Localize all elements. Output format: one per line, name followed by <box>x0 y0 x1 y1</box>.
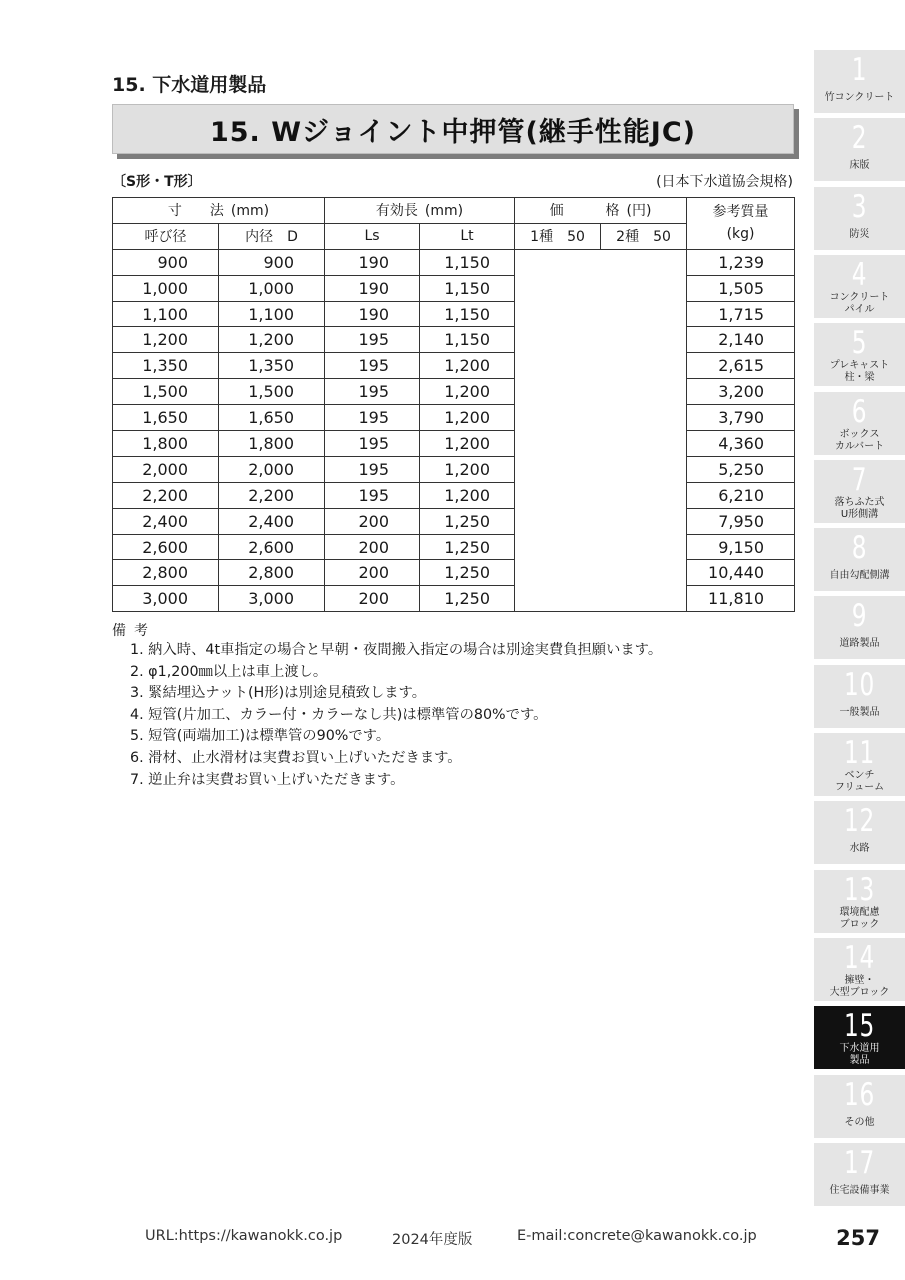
cell-nominal-diameter: 1,000 <box>113 275 219 301</box>
cell-lt: 1,150 <box>420 301 515 327</box>
cell-inner-diameter: 2,200 <box>219 482 325 508</box>
header-weight-unit: (kg) <box>726 226 755 243</box>
chapter-tab-number: 1 <box>851 52 868 88</box>
footer-edition: 2024年度版 <box>392 1232 473 1248</box>
cell-ls: 195 <box>325 482 420 508</box>
cell-weight: 7,950 <box>687 508 795 534</box>
table-row <box>113 379 795 405</box>
chapter-tab-number: 8 <box>851 530 868 567</box>
table-row <box>113 431 795 457</box>
chapter-tab-12[interactable] <box>814 801 905 864</box>
note-item: 4. 短管(片加工、カラー付・カラーなし共)は標準管の80%です。 <box>130 706 548 723</box>
chapter-tab-number: 5 <box>851 325 868 362</box>
header-nominal-diameter: 呼び径 <box>113 223 219 249</box>
cell-inner-diameter: 1,800 <box>219 431 325 457</box>
chapter-tab-16[interactable] <box>814 1075 905 1138</box>
cell-lt: 1,250 <box>420 560 515 586</box>
chapter-tab-number: 3 <box>851 188 868 225</box>
cell-lt: 1,250 <box>420 508 515 534</box>
chapter-tab-label: コンクリート パイル <box>829 291 890 315</box>
cell-lt: 1,150 <box>420 327 515 353</box>
chapter-tab-number: 11 <box>843 735 876 771</box>
chapter-tab-11[interactable] <box>814 733 905 796</box>
cell-weight: 1,239 <box>687 249 795 275</box>
cell-nominal-diameter: 2,200 <box>113 482 219 508</box>
chapter-tab-number: 13 <box>843 871 876 908</box>
standard-note: (日本下水道協会規格) <box>656 174 793 190</box>
table-row <box>113 560 795 586</box>
chapter-tab-17[interactable] <box>814 1143 905 1206</box>
cell-weight: 10,440 <box>687 560 795 586</box>
cell-ls: 200 <box>325 508 420 534</box>
cell-inner-diameter: 3,000 <box>219 586 325 612</box>
chapter-tab-label: 自由勾配側溝 <box>829 570 890 582</box>
cell-ls: 190 <box>325 275 420 301</box>
header-price: 価 格 (円) <box>515 198 687 224</box>
cell-nominal-diameter: 2,600 <box>113 534 219 560</box>
cell-weight: 5,250 <box>687 456 795 482</box>
title-box <box>112 104 794 154</box>
chapter-tab-label: 一般製品 <box>839 706 880 718</box>
table-row <box>113 327 795 353</box>
chapter-tab-3[interactable] <box>814 187 905 250</box>
chapter-tab-label: 住宅設備事業 <box>829 1184 890 1196</box>
cell-inner-diameter: 1,200 <box>219 327 325 353</box>
chapter-tab-label: 防災 <box>849 228 870 240</box>
page-title: 15. Wジョイント中押管(継手性能JC) <box>209 116 696 148</box>
table-row <box>113 508 795 534</box>
note-item: 2. φ1,200㎜以上は車上渡し。 <box>130 663 328 680</box>
notes-heading: 備考 <box>112 623 156 639</box>
cell-nominal-diameter: 1,650 <box>113 405 219 431</box>
chapter-tab-14[interactable] <box>814 938 905 1001</box>
header-price-class2: 2種 50 <box>601 223 687 249</box>
cell-nominal-diameter: 1,100 <box>113 301 219 327</box>
cell-weight: 2,140 <box>687 327 795 353</box>
cell-inner-diameter: 1,350 <box>219 353 325 379</box>
chapter-tab-1[interactable] <box>814 50 905 113</box>
chapter-tab-2[interactable] <box>814 118 905 181</box>
notes-list <box>130 640 662 791</box>
cell-nominal-diameter: 900 <box>113 249 219 275</box>
cell-weight: 9,150 <box>687 534 795 560</box>
cell-nominal-diameter: 1,500 <box>113 379 219 405</box>
chapter-tab-number: 14 <box>843 939 876 976</box>
cell-nominal-diameter: 1,350 <box>113 353 219 379</box>
chapter-tab-label: その他 <box>844 1116 875 1128</box>
cell-ls: 190 <box>325 249 420 275</box>
cell-weight: 4,360 <box>687 431 795 457</box>
cell-ls: 195 <box>325 405 420 431</box>
note-item: 7. 逆止弁は実費お買い上げいただきます。 <box>130 771 405 788</box>
section-label: 15. 下水道用製品 <box>112 74 267 96</box>
cell-ls: 195 <box>325 353 420 379</box>
cell-inner-diameter: 1,650 <box>219 405 325 431</box>
cell-inner-diameter: 2,600 <box>219 534 325 560</box>
chapter-tab-number: 10 <box>843 666 876 703</box>
table-row <box>113 353 795 379</box>
chapter-tab-number: 7 <box>851 461 868 498</box>
cell-ls: 200 <box>325 534 420 560</box>
cell-ls: 190 <box>325 301 420 327</box>
chapter-tab-4[interactable] <box>814 255 905 318</box>
cell-weight: 2,615 <box>687 353 795 379</box>
cell-inner-diameter: 2,400 <box>219 508 325 534</box>
header-inner-diameter: 内径 D <box>219 223 325 249</box>
header-ls: Ls <box>325 223 420 249</box>
table-row <box>113 275 795 301</box>
cell-lt: 1,200 <box>420 353 515 379</box>
chapter-tab-label: 環境配慮 ブロック <box>839 906 880 930</box>
header-weight-label: 参考質量 <box>712 204 769 221</box>
note-item: 5. 短管(両端加工)は標準管の90%です。 <box>130 728 391 745</box>
table-row <box>113 482 795 508</box>
cell-weight: 1,505 <box>687 275 795 301</box>
chapter-tab-number: 6 <box>851 393 868 430</box>
chapter-tab-label: 竹コンクリート <box>824 92 895 103</box>
note-item: 3. 緊結埋込ナット(H形)は別途見積致します。 <box>130 685 427 702</box>
cell-weight: 3,790 <box>687 405 795 431</box>
cell-nominal-diameter: 1,200 <box>113 327 219 353</box>
chapter-tab-number: 16 <box>843 1076 876 1113</box>
chapter-tab-number: 2 <box>851 120 868 157</box>
table-row <box>113 534 795 560</box>
cell-lt: 1,200 <box>420 482 515 508</box>
cell-lt: 1,250 <box>420 586 515 612</box>
cell-lt: 1,200 <box>420 379 515 405</box>
table-row <box>113 586 795 612</box>
chapter-tab-8[interactable] <box>814 528 905 591</box>
chapter-tab-number: 4 <box>851 256 868 293</box>
price-blank-cell <box>515 249 687 611</box>
cell-inner-diameter: 1,500 <box>219 379 325 405</box>
chapter-tab-label: 床版 <box>849 160 870 172</box>
cell-weight: 11,810 <box>687 586 795 612</box>
spec-table <box>112 197 795 612</box>
chapter-tab-number: 15 <box>843 1008 876 1045</box>
cell-ls: 195 <box>325 456 420 482</box>
page-number: 257 <box>836 1226 880 1250</box>
cell-ls: 200 <box>325 560 420 586</box>
header-price-class1: 1種 50 <box>515 223 601 249</box>
chapter-tab-label: 落ちふた式 U形側溝 <box>834 496 885 520</box>
cell-inner-diameter: 1,100 <box>219 301 325 327</box>
header-dimensions: 寸 法 (mm) <box>113 198 325 224</box>
note-item: 1. 納入時、4t車指定の場合と早朝・夜間搬入指定の場合は別途実費負担願います。 <box>130 642 663 658</box>
chapter-tab-label: プレキャスト 柱・梁 <box>829 360 890 384</box>
cell-ls: 195 <box>325 431 420 457</box>
cell-nominal-diameter: 3,000 <box>113 586 219 612</box>
cell-lt: 1,200 <box>420 431 515 457</box>
cell-lt: 1,150 <box>420 249 515 275</box>
cell-inner-diameter: 900 <box>219 249 325 275</box>
table-row <box>113 405 795 431</box>
table-row <box>113 456 795 482</box>
cell-nominal-diameter: 2,800 <box>113 560 219 586</box>
header-effective-length: 有効長 (mm) <box>325 198 515 224</box>
chapter-tab-label: ベンチ フリューム <box>834 770 885 793</box>
chapter-tab-number: 17 <box>843 1144 876 1181</box>
chapter-tab-label: 下水道用 製品 <box>839 1043 880 1067</box>
cell-nominal-diameter: 1,800 <box>113 431 219 457</box>
cell-lt: 1,200 <box>420 456 515 482</box>
cell-weight: 6,210 <box>687 482 795 508</box>
header-weight <box>687 198 795 250</box>
cell-inner-diameter: 2,000 <box>219 456 325 482</box>
chapter-tab-label: 水路 <box>849 843 870 855</box>
chapter-tab-15[interactable] <box>814 1006 905 1069</box>
chapter-tab-number: 9 <box>851 598 868 635</box>
cell-lt: 1,250 <box>420 534 515 560</box>
table-row <box>113 249 795 275</box>
chapter-tab-9[interactable] <box>814 596 905 659</box>
cell-inner-diameter: 1,000 <box>219 275 325 301</box>
chapter-tab-5[interactable] <box>814 323 905 386</box>
cell-nominal-diameter: 2,400 <box>113 508 219 534</box>
chapter-tab-13[interactable] <box>814 870 905 933</box>
cell-nominal-diameter: 2,000 <box>113 456 219 482</box>
header-lt: Lt <box>420 223 515 249</box>
cell-inner-diameter: 2,800 <box>219 560 325 586</box>
chapter-tab-6[interactable] <box>814 392 905 455</box>
footer-url[interactable]: URL:https://kawanokk.co.jp <box>145 1228 343 1244</box>
product-subtype: 〔S形・T形〕 <box>112 174 202 190</box>
cell-ls: 200 <box>325 586 420 612</box>
cell-lt: 1,150 <box>420 275 515 301</box>
footer-email[interactable]: E-mail:concrete@kawanokk.co.jp <box>517 1228 757 1244</box>
chapter-tab-10[interactable] <box>814 665 905 728</box>
note-item: 6. 滑材、止水滑材は実費お買い上げいただきます。 <box>130 749 462 766</box>
cell-lt: 1,200 <box>420 405 515 431</box>
cell-ls: 195 <box>325 379 420 405</box>
cell-weight: 3,200 <box>687 379 795 405</box>
cell-weight: 1,715 <box>687 301 795 327</box>
table-row <box>113 301 795 327</box>
chapter-tab-label: 道路製品 <box>839 638 880 650</box>
chapter-tab-label: ボックス カルバート <box>834 428 885 452</box>
chapter-tab-label: 擁壁・ 大型ブロック <box>829 974 890 998</box>
chapter-tab-number: 12 <box>843 803 876 840</box>
cell-ls: 195 <box>325 327 420 353</box>
chapter-tab-7[interactable] <box>814 460 905 523</box>
